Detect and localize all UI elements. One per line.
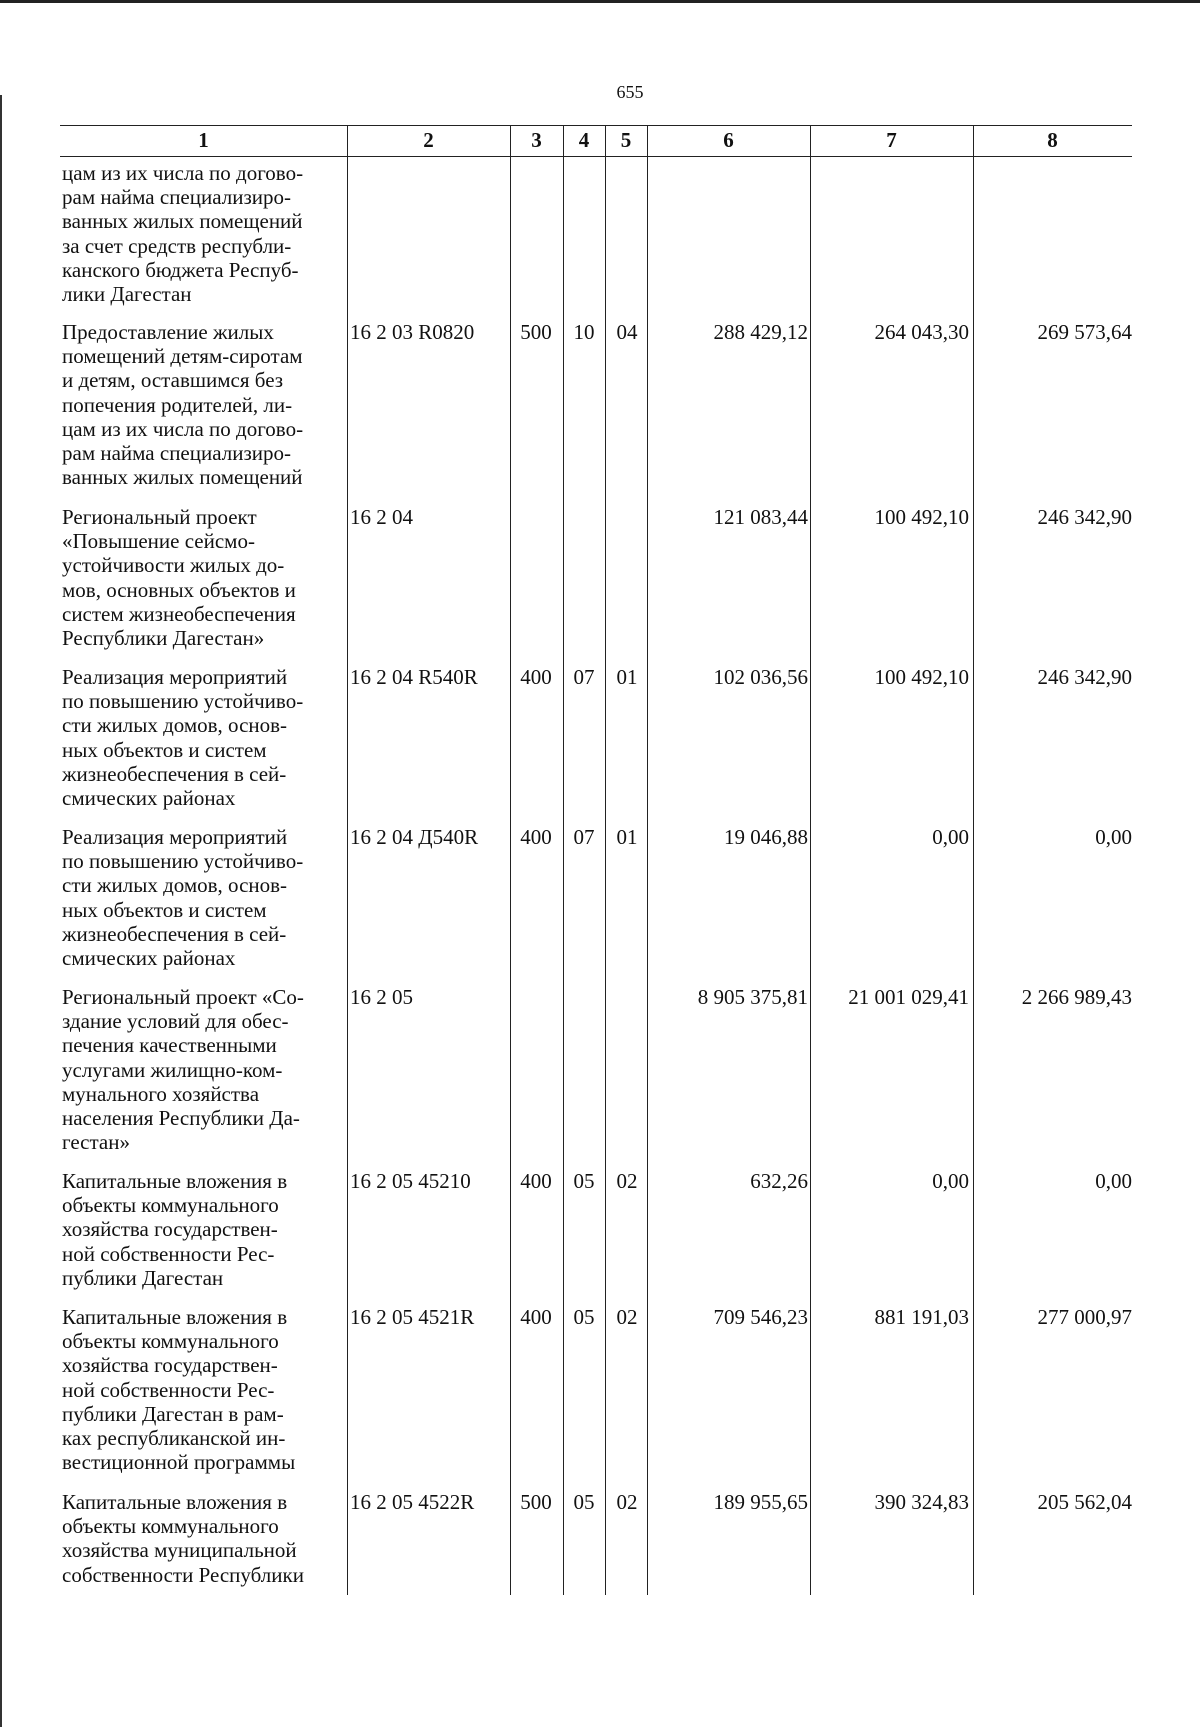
row-col5: 02 xyxy=(616,1490,638,1514)
row-value-6: 19 046,88 xyxy=(724,825,808,849)
column-divider xyxy=(347,125,348,1595)
row-col3: 500 xyxy=(520,1490,552,1514)
row-value-8: 246 342,90 xyxy=(1037,665,1132,689)
row-value-7: 100 492,10 xyxy=(874,665,969,689)
row-code: 16 2 04 R540R xyxy=(350,665,478,689)
left-border-line xyxy=(0,95,2,1727)
row-value-7: 21 001 029,41 xyxy=(848,985,969,1009)
row-code: 16 2 05 4522R xyxy=(350,1490,475,1514)
row-value-6: 8 905 375,81 xyxy=(697,985,808,1009)
row-value-6: 288 429,12 xyxy=(713,320,808,344)
row-value-8: 0,00 xyxy=(1095,825,1132,849)
row-value-6: 632,26 xyxy=(750,1169,808,1193)
budget-table xyxy=(60,125,1132,1595)
row-col5: 04 xyxy=(616,320,638,344)
row-col4: 05 xyxy=(573,1169,595,1193)
row-value-6: 121 083,44 xyxy=(713,505,808,529)
row-description: Капитальные вложения в объекты коммунального хозяйства государствен- ной собственности Рес- публики Дагестан в рам- ках республиканской ин- вестиционной программы xyxy=(62,1305,296,1475)
row-description: Капитальные вложения в объекты коммунального хозяйства государствен- ной собственности Рес- публики Дагестан xyxy=(62,1169,288,1290)
row-description: Капитальные вложения в объекты коммунального хозяйства муниципальной собственности Республики xyxy=(62,1490,304,1587)
row-value-6: 189 955,65 xyxy=(713,1490,808,1514)
row-col4: 07 xyxy=(573,665,595,689)
column-header-5: 5 xyxy=(620,128,632,152)
row-code: 16 2 05 4521R xyxy=(350,1305,475,1329)
row-col4: 05 xyxy=(573,1490,595,1514)
column-divider xyxy=(605,125,606,1595)
column-divider xyxy=(510,125,511,1595)
page-number: 655 xyxy=(616,82,644,102)
row-col3: 400 xyxy=(520,1305,552,1329)
row-description: Региональный проект «Повышение сейсмо- устойчивости жилых до- мов, основных объектов и систем жизнеобеспечения Республики Дагестан» xyxy=(62,505,296,651)
column-header-4: 4 xyxy=(578,128,590,152)
column-divider xyxy=(647,125,648,1595)
row-col3: 400 xyxy=(520,1169,552,1193)
column-header-3: 3 xyxy=(531,128,542,152)
row-col3: 400 xyxy=(520,825,552,849)
row-col4: 05 xyxy=(573,1305,595,1329)
row-col4: 07 xyxy=(573,825,595,849)
top-border-line xyxy=(0,0,1200,3)
row-description: Предоставление жилых помещений детям-сиротам и детям, оставшимся без попечения родителей, ли- цам из их числа по догово- рам найма специализиро- ванных жилых помещений xyxy=(62,320,304,490)
row-col5: 01 xyxy=(616,665,638,689)
column-header-6: 6 xyxy=(723,128,734,152)
row-value-8: 205 562,04 xyxy=(1037,1490,1132,1514)
row-value-7: 881 191,03 xyxy=(874,1305,969,1329)
row-value-6: 102 036,56 xyxy=(713,665,808,689)
row-value-8: 277 000,97 xyxy=(1037,1305,1132,1329)
column-header-8: 8 xyxy=(1047,128,1058,152)
row-code: 16 2 05 45210 xyxy=(350,1169,471,1193)
row-value-8: 2 266 989,43 xyxy=(1021,985,1132,1009)
row-code: 16 2 04 xyxy=(350,505,413,529)
row-value-8: 0,00 xyxy=(1095,1169,1132,1193)
row-value-7: 0,00 xyxy=(932,825,969,849)
row-value-6: 709 546,23 xyxy=(713,1305,808,1329)
column-header-7: 7 xyxy=(886,128,897,152)
row-code: 16 2 04 Д540R xyxy=(350,825,479,849)
column-divider xyxy=(973,125,974,1595)
row-code: 16 2 05 xyxy=(350,985,413,1009)
column-header-2: 2 xyxy=(423,128,434,152)
row-value-8: 269 573,64 xyxy=(1037,320,1132,344)
column-header-1: 1 xyxy=(198,128,209,152)
row-description: Региональный проект «Со- здание условий для обес- печения качественными услугами жилищно-ком- мунального хозяйства населения Республики Да- гестан» xyxy=(62,985,304,1155)
header-bottom-border xyxy=(60,156,1132,157)
row-description: Реализация мероприятий по повышению устойчиво- сти жилых домов, основ- ных объектов и систем жизнеобеспечения в сей- смических районах xyxy=(62,665,304,811)
row-value-7: 390 324,83 xyxy=(874,1490,969,1514)
column-divider xyxy=(563,125,564,1595)
row-value-7: 0,00 xyxy=(932,1169,969,1193)
row-description: Реализация мероприятий по повышению устойчиво- сти жилых домов, основ- ных объектов и систем жизнеобеспечения в сей- смических районах xyxy=(62,825,304,971)
row-col3: 500 xyxy=(520,320,552,344)
row-code: 16 2 03 R0820 xyxy=(350,320,475,344)
row-value-8: 246 342,90 xyxy=(1037,505,1132,529)
row-col5: 02 xyxy=(616,1169,638,1193)
row-col5: 02 xyxy=(616,1305,638,1329)
row-col4: 10 xyxy=(573,320,595,344)
row-value-7: 264 043,30 xyxy=(874,320,969,344)
row-value-7: 100 492,10 xyxy=(874,505,969,529)
row-description: цам из их числа по догово- рам найма специализиро- ванных жилых помещений за счет средств республи- канского бюджета Респуб- лики Дагестан xyxy=(62,161,304,307)
row-col5: 01 xyxy=(616,825,638,849)
row-col3: 400 xyxy=(520,665,552,689)
column-divider xyxy=(810,125,811,1595)
